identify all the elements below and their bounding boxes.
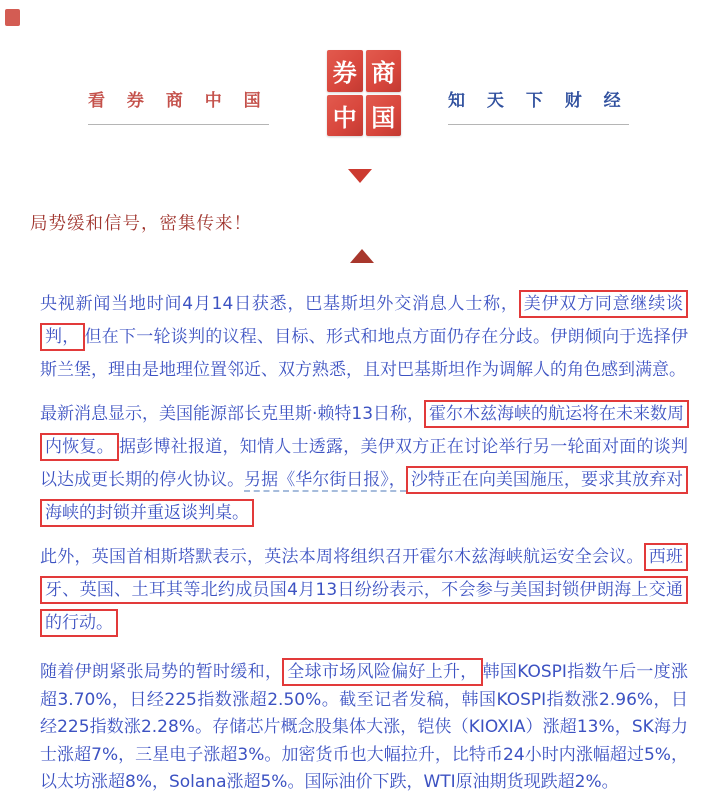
logo-tile-zhong: 中: [327, 95, 363, 137]
logo-tile-guo: 国: [366, 95, 402, 137]
text-segment: 据彭博社报道，知情人士透露，美伊双方正在讨论举行另一轮面对面的谈判以达成更长期的停火协议。: [40, 437, 688, 490]
text-segment: 随着伊朗紧张局势的暂时缓和，: [40, 662, 283, 682]
logo-tile-shang: 商: [366, 50, 402, 92]
paragraph: [40, 398, 688, 530]
brand-logo: [327, 50, 401, 136]
text-segment: 韩国KOSPI指数午后一度涨超3.70%，日经225指数涨超2.50%。截至记者发稿，韩国KOSPI指数涨2.96%，日经225指数涨2.28%。存储芯片概念股集体大涨，铠侠（KIOXIA）涨超13%，SK海力士涨超7%，三星电子涨超3%。加密货币也大幅拉升，比特币24小时内涨幅超过5%，以太坊涨超8%，Solana涨超5%。国际油价下跌，WTI原油期货现跌超2%。: [40, 662, 689, 792]
triangle-down-icon: [348, 169, 372, 183]
paragraph: [40, 541, 688, 640]
logo-tile-quan: 券: [327, 50, 363, 92]
lede-headline: 局势缓和信号，密集传来！: [30, 214, 252, 234]
text-segment: 最新消息显示，美国能源部长克里斯·赖特13日称，: [40, 404, 425, 424]
text-segment: 此外，英国首相斯塔默表示，英法本周将组织召开霍尔木兹海峡航运安全会议。: [40, 547, 644, 567]
highlighted-phrase: 全球市场风险偏好上升，: [282, 658, 482, 686]
triangle-up-icon: [350, 249, 374, 263]
highlighted-phrase: 霍尔木兹海峡的航运将在未来数周内恢复。: [40, 400, 689, 461]
right-tagline: 知 天 下 财 经: [448, 86, 629, 125]
text-segment: 央视新闻当地时间4月14日获悉，巴基斯坦外交消息人士称，: [40, 294, 519, 314]
highlighted-phrase: 西班牙、英国、土耳其等北约成员国4月13日纷纷表示，不会参与美国封锁伊朗海上交通的行动。: [40, 543, 688, 637]
left-tagline: 看 券 商 中 国: [88, 86, 269, 125]
paragraph: [40, 659, 688, 797]
paragraph: [40, 288, 688, 387]
highlighted-phrase: 沙特正在向美国施压，要求其放弃对海峡的封锁并重返谈判桌。: [40, 466, 688, 527]
highlighted-phrase: 美伊双方同意继续谈判，: [40, 290, 688, 351]
text-segment: 但在下一轮谈判的议程、目标、形式和地点方面仍存在分歧。伊朗倾向于选择伊斯兰堡，理由是地理位置邻近、双方熟悉，且对巴基斯坦作为调解人的角色感到满意。: [40, 327, 688, 380]
header: [0, 0, 720, 190]
article-body: [40, 288, 688, 808]
wsj-link[interactable]: 另据《华尔街日报》，: [244, 470, 406, 490]
